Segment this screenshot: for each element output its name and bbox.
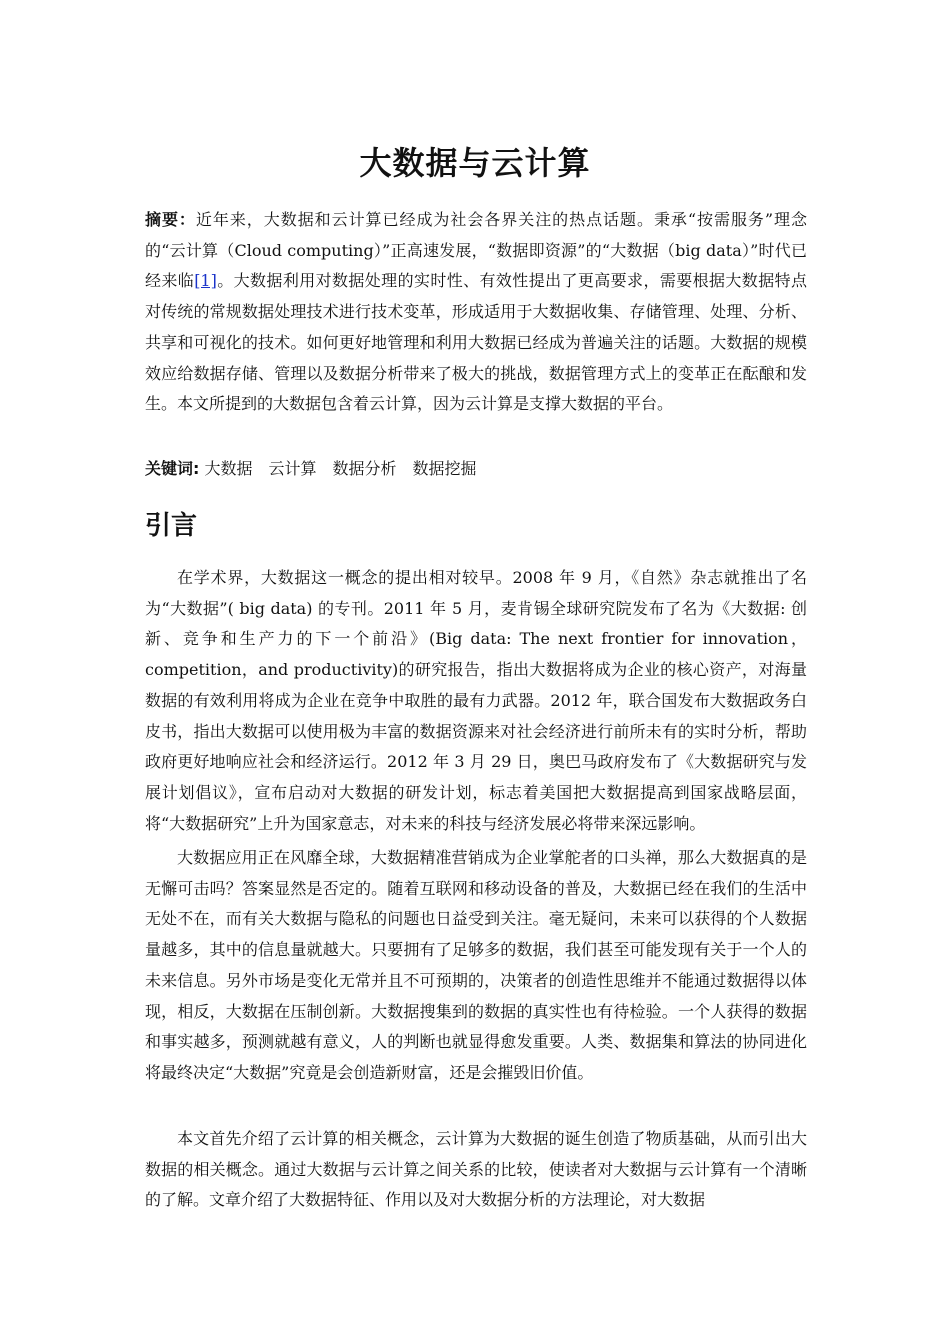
body-paragraph: 本文首先介绍了云计算的相关概念，云计算为大数据的诞生创造了物质基础，从而引出大数据的相关概念。通过大数据与云计算之间关系的比较，使读者对大数据与云计算有一个清晰的了解。文章介绍了大数据特征、作用以及对大数据分析的方法理论，对大数据 (145, 1129, 807, 1210)
keyword-item: 数据分析 (332, 459, 397, 478)
abstract-label: 摘要： (145, 210, 196, 229)
section-heading-introduction: 引言 (145, 511, 198, 541)
abstract-text-part-2: 。大数据利用对数据处理的实时性、有效性提出了更高要求，需要根据大数据特点对传统的常规数据处理技术进行技术变革，形成适用于大数据收集、存储管理、处理、分析、共享和可视化的技术。如何更好地管理和利用大数据已经成为普遍关注的话题。大数据的规模效应给数据存储、管理以及数据分析带来了极大的挑战，数据管理方式上的变革正在酝酿和发生。本文所提到的大数据包含着云计算，因为云计算是支撑大数据的平台。 (145, 271, 807, 414)
keyword-item: 大数据 (204, 459, 253, 478)
keywords-label: 关键词: (145, 459, 200, 478)
keyword-item: 云计算 (268, 459, 317, 478)
document-title: 大数据与云计算 (359, 144, 591, 182)
abstract-paragraph (145, 205, 807, 420)
keyword-item: 数据挖掘 (412, 459, 477, 478)
abstract-text-part-1: 近年来，大数据和云计算已经成为社会各界关注的热点话题。秉承“按需服务”理念的“云计算（Cloud computing）”正高速发展，“数据即资源”的“大数据（big data）”时代已经来临 (145, 210, 807, 291)
reference-link-1[interactable]: [1] (194, 271, 217, 291)
body-paragraph: 大数据应用正在风靡全球，大数据精准营销成为企业掌舵者的口头禅，那么大数据真的是无懈可击吗？答案显然是否定的。随着互联网和移动设备的普及，大数据已经在我们的生活中无处不在，而有关大数据与隐私的问题也日益受到关注。毫无疑问，未来可以获得的个人数据量越多，其中的信息量就越大。只要拥有了足够多的数据，我们甚至可能发现有关于一个人的未来信息。另外市场是变化无常并且不可预期的，决策者的创造性思维并不能通过数据得以体现，相反，大数据在压制创新。大数据搜集到的数据的真实性也有待检验。一个人获得的数据和事实越多，预测就越有意义，人的判断也就显得愈发重要。人类、数据集和算法的协同进化将最终决定“大数据”究竟是会创造新财富，还是会摧毁旧价值。 (145, 848, 807, 1082)
keywords-line (145, 454, 807, 485)
body-paragraph: 在学术界，大数据这一概念的提出相对较早。2008 年 9 月，《自然》杂志就推出了名为“大数据”( big data) 的专刊。2011 年 5 月，麦肯锡全球研究院发布了名为《大数据: 创新、竞争和生产力的下一个前沿》(Big data: The next frontier for innovation，competition，and productivity)的研究报告，指出大数据将成为企业的核心资产，对海量数据的有效利用将成为企业在竞争中取胜的最有力武器。2012 年，联合国发布大数据政务白皮书，指出大数据可以使用极为丰富的数据资源来对社会经济进行前所未有的实时分析，帮助政府更好地响应社会和经济运行。2012 年 3 月 29 日，奥巴马政府发布了《大数据研究与发展计划倡议》，宣布启动对大数据的研发计划，标志着美国把大数据提高到国家战略层面，将“大数据研究”上升为国家意志，对未来的科技与经济发展必将带来深远影响。 (145, 568, 807, 833)
